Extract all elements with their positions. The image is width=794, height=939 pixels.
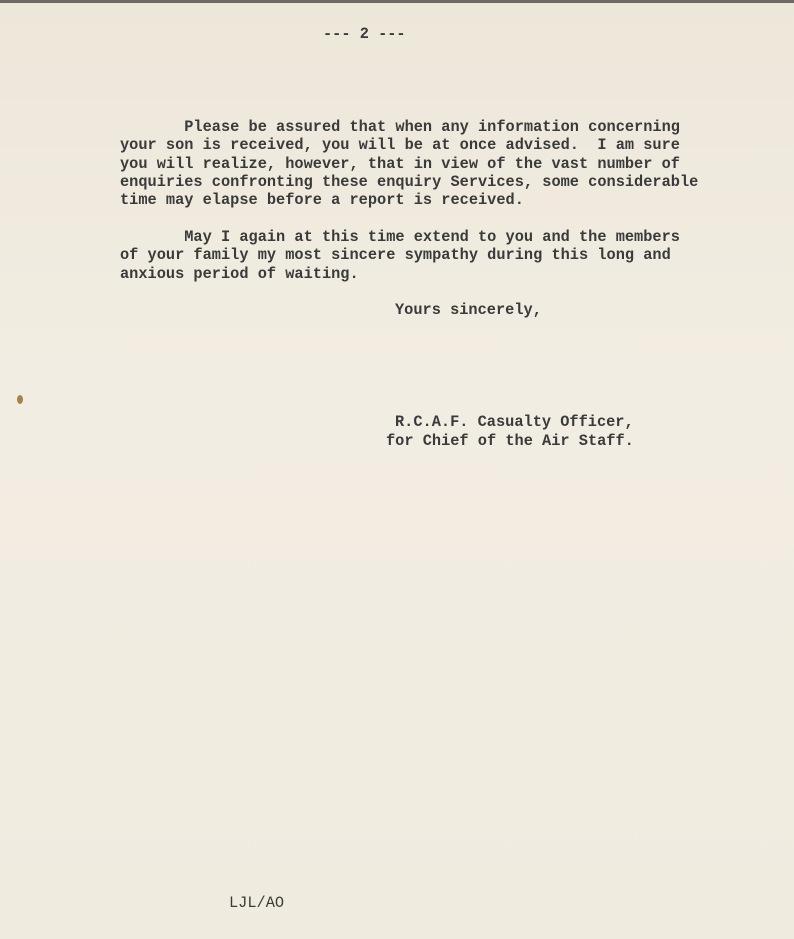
paper-stain: [17, 395, 23, 404]
paragraph-line: of your family my most sincere sympathy during this long and: [120, 246, 671, 265]
reference-initials: LJL/AO: [229, 894, 285, 912]
paragraph-line: May I again at this time extend to you and the members: [120, 228, 680, 246]
paragraph-1: [120, 118, 698, 209]
page-top-edge: [0, 0, 794, 3]
paragraph-2: [120, 228, 680, 283]
signature-line-2: for Chief of the Air Staff.: [386, 432, 634, 450]
paragraph-line: time may elapse before a report is received.: [120, 191, 524, 210]
paragraph-line: anxious period of waiting.: [120, 264, 359, 283]
closing: Yours sincerely,: [395, 301, 542, 319]
paragraph-line: enquiries confronting these enquiry Services, some considerable: [120, 172, 699, 191]
paragraph-line: your son is received, you will be at once advised. I am sure: [120, 136, 680, 155]
signature-line-1: R.C.A.F. Casualty Officer,: [395, 413, 634, 431]
paragraph-line: Please be assured that when any information concerning: [120, 118, 680, 136]
page-number: --- 2 ---: [323, 25, 406, 43]
paragraph-line: you will realize, however, that in view of the vast number of: [120, 154, 680, 173]
